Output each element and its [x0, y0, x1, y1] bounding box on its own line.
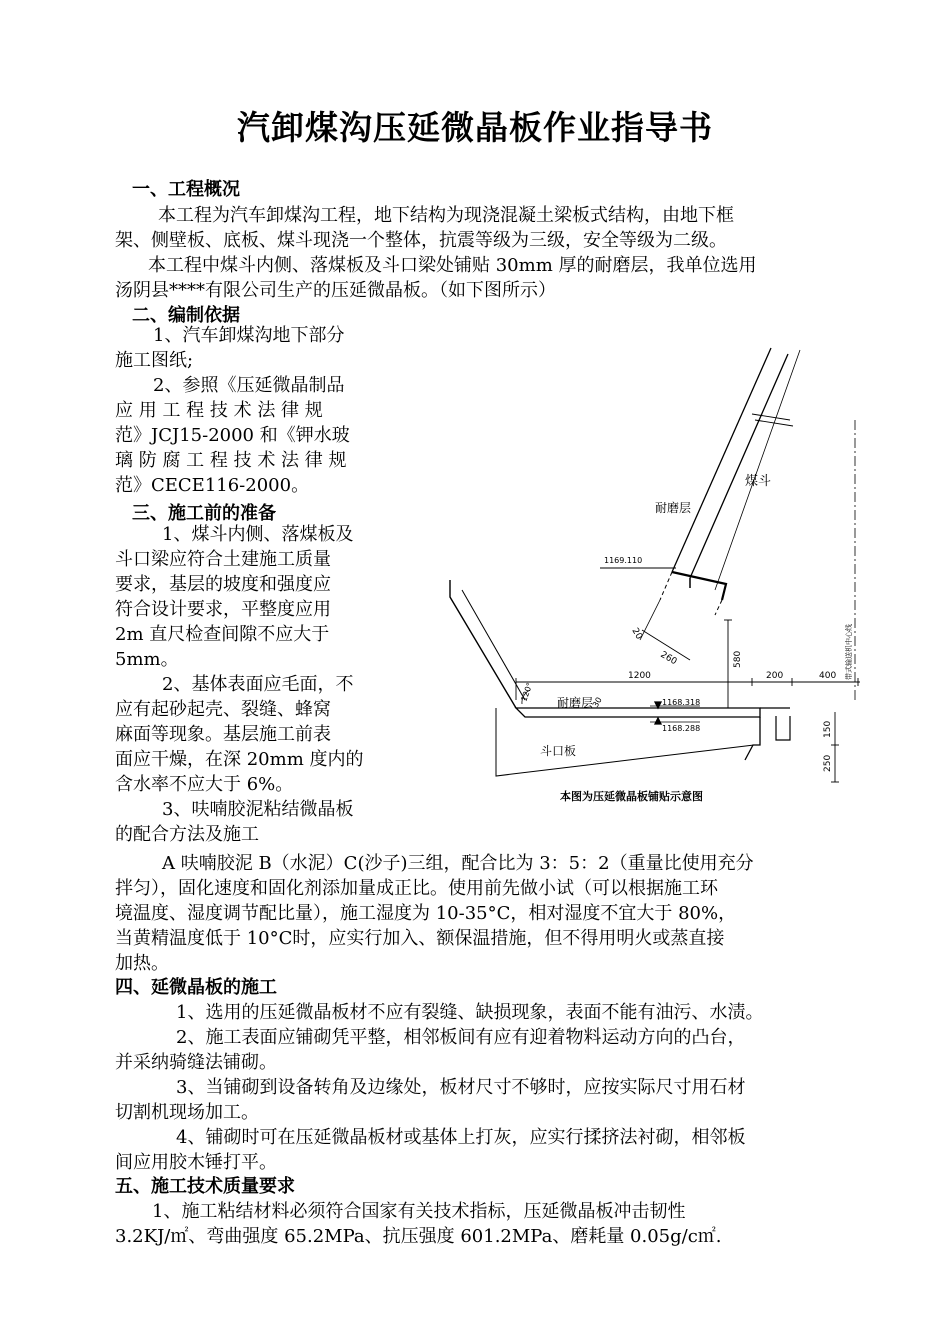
dim-150: 150 [823, 720, 833, 738]
dim-1200: 1200 [628, 671, 651, 681]
s3-full-line-5: 加热。 [115, 953, 169, 974]
hopper-beam-label: 斗口板 [540, 744, 577, 758]
s3-full-line-1: A 呋喃胶泥 B（水泥）C(沙子)三组，配合比为 3：5：2（重量比使用充分 [162, 853, 754, 874]
s3-full-line-2: 拌匀），固化速度和固化剂添加量成正比。使用前先做小试（可以根据施工环 [115, 878, 718, 899]
s2-line: 璃 防 腐 工 程 技 术 法 律 规 [115, 450, 347, 471]
s2-column [115, 323, 350, 498]
dim-260: 260 [658, 649, 679, 668]
wear-layer-upper-label: 耐磨层 [655, 501, 692, 515]
s4-line-2: 2、施工表面应铺砌凭平整，相邻板间有应有迎着物料运动方向的凸台， [176, 1027, 746, 1048]
s4-line-4: 3、当铺砌到设备转角及边缘处，板材尺寸不够时，应按实际尺寸用石材 [176, 1077, 746, 1098]
s5-line-1: 1、施工粘结材料必须符合国家有关技术指标，压延微晶板冲击韧性 [152, 1201, 686, 1222]
s5-line-2: 3.2KJ/㎡、弯曲强度 65.2MPa、抗压强度 601.2MPa、磨耗量 0.05g/c㎡. [115, 1226, 722, 1247]
s2-line: 范》CECE116-2000。 [115, 475, 310, 496]
s3-line: 3、呋喃胶泥粘结微晶板 [162, 799, 354, 820]
s4-line-3: 并采纳骑缝法铺砌。 [115, 1052, 277, 1073]
s4-line-1: 1、选用的压延微晶板材不应有裂缝、缺损现象，表面不能有油污、水渍。 [176, 1002, 764, 1023]
s3-line: 1、煤斗内侧、落煤板及 [162, 524, 354, 545]
s2-line: 2、参照《压延微晶制品 [153, 375, 345, 396]
s3-line: 5mm。 [115, 649, 179, 670]
s3-line: 的配合方法及施工 [115, 824, 259, 845]
figure-caption: 本图为压延微晶板铺贴示意图 [560, 790, 703, 803]
dim-250: 250 [823, 754, 833, 772]
wear-layer-lower-label: 耐磨层 [557, 696, 594, 710]
s2-line: 应 用 工 程 技 术 法 律 规 [115, 400, 323, 421]
section-1-heading: 一、工程概况 [132, 179, 240, 200]
s3-line: 2、基体表面应毛面，不 [162, 674, 354, 695]
s3-line: 含水率不应大于 6%。 [115, 774, 294, 795]
s3-column [115, 522, 363, 847]
s3-full-line-4: 当黄精温度低于 10°C时，应实行加入、额保温措施，但不得用明火或蒸直接 [115, 928, 725, 949]
s1-line-3: 本工程中煤斗内侧、落煤板及斗口梁处铺贴 30mm 厚的耐磨层，我单位选用 [148, 255, 757, 276]
angle-label: 120° [519, 681, 535, 703]
dim-580: 580 [733, 650, 743, 668]
s4-line-7: 间应用胶木锤打平。 [115, 1152, 277, 1173]
section-4-heading: 四、延微晶板的施工 [115, 977, 277, 998]
s3-line: 应有起砂起壳、裂缝、蜂窝 [115, 699, 331, 720]
installation-diagram [440, 340, 870, 810]
s3-line: 2m 直尺检查间隙不应大于 [115, 624, 330, 645]
s4-line-5: 切割机现场加工。 [115, 1102, 259, 1123]
elevation-3: 1168.288 [662, 724, 701, 733]
s3-full-line-3: 境温度、湿度调节配比量），施工湿度为 10-35°C，相对湿度不宜大于 80%， [115, 903, 737, 924]
centerline-label: 带式输送机中心线 [845, 624, 853, 680]
dim-30: 30 [590, 695, 604, 709]
s3-line: 符合设计要求，平整度应用 [115, 599, 331, 620]
s3-line: 要求，基层的坡度和强度应 [115, 574, 331, 595]
s1-line-2: 架、侧壁板、底板、煤斗现浇一个整体，抗震等级为三级，安全等级为二级。 [115, 230, 727, 251]
s4-line-6: 4、铺砌时可在压延微晶板材或基体上打灰，应实行揉挤法衬砌，相邻板 [176, 1127, 746, 1148]
s1-line-1: 本工程为汽车卸煤沟工程，地下结构为现浇混凝土梁板式结构，由地下框 [158, 205, 734, 226]
s3-line: 斗口梁应符合土建施工质量 [115, 549, 331, 570]
dim-200: 200 [766, 671, 784, 681]
dim-400: 400 [819, 671, 837, 681]
s2-line: 施工图纸; [115, 350, 194, 371]
s1-line-4: 汤阴县****有限公司生产的压延微晶板。（如下图所示） [115, 280, 556, 301]
s2-line: 范》JCJ15-2000 和《钾水玻 [115, 425, 350, 446]
s2-line: 1、汽车卸煤沟地下部分 [153, 325, 345, 346]
section-3-heading: 三、施工前的准备 [132, 503, 276, 524]
dim-20: 20 [629, 626, 644, 642]
section-5-heading: 五、施工技术质量要求 [115, 1176, 295, 1197]
document-title: 汽卸煤沟压延微晶板作业指导书 [237, 108, 713, 147]
elevation-1: 1169.110 [604, 556, 643, 565]
elevation-2: 1168.318 [662, 698, 701, 707]
s3-line: 面应干燥，在深 20mm 度内的 [115, 749, 364, 770]
coal-hopper-label: 煤斗 [745, 474, 772, 489]
s3-line: 麻面等现象。基层施工前表 [115, 724, 331, 745]
section-2-heading: 二、编制依据 [132, 305, 240, 326]
